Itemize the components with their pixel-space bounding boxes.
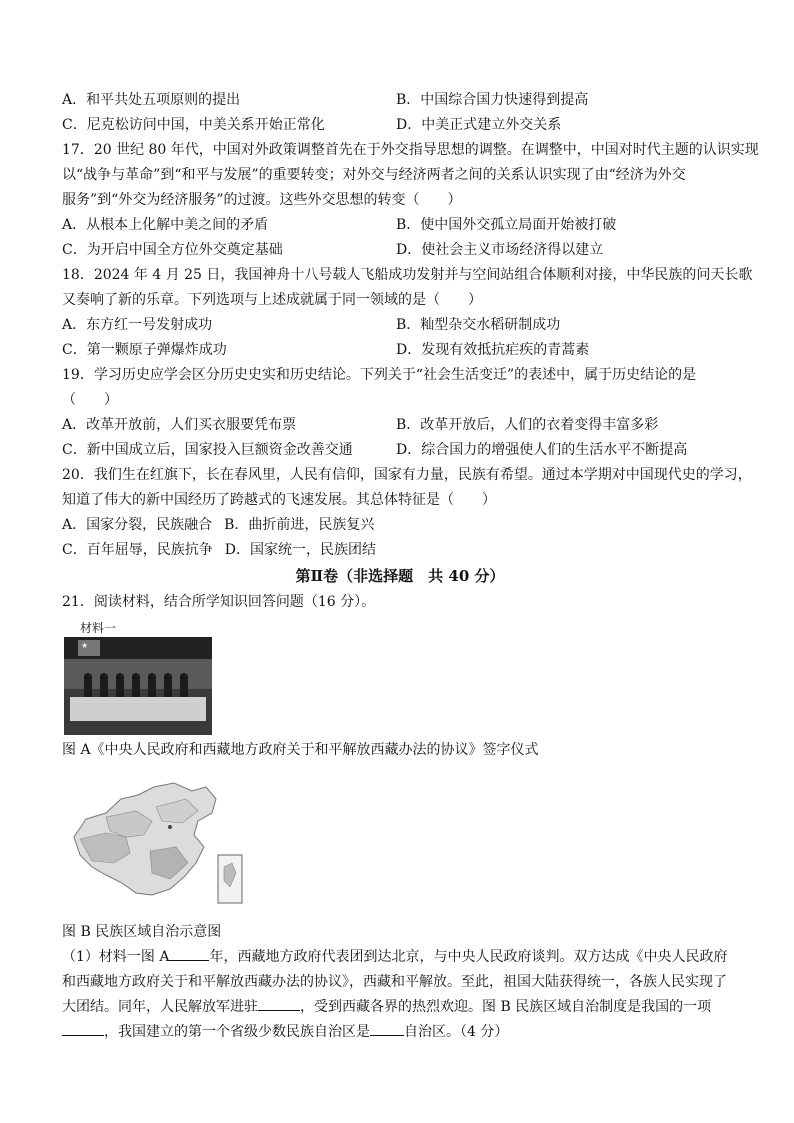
q21-stem: 21．阅读材料，结合所学知识回答问题（16 分）。 [62,594,376,610]
q21-sub1-line3 [62,995,738,1020]
q20-options-row2 [62,538,738,563]
section2-title: 第Ⅱ卷（非选择题 共 40 分） [295,567,505,585]
q16-option-c: C．尼克松访问中国，中美关系开始正常化 [62,117,325,133]
china-map-icon [66,777,246,917]
blank-place[interactable] [258,1010,300,1011]
q17-stem-line3: 服务”到“外交为经济服务”的过渡。这些外交思想的转变（ ） [62,192,462,208]
ethnic-autonomy-map [66,777,246,917]
material1-label: 材料一 [80,621,117,635]
q19-options-row1 [62,413,738,438]
q18-stem-line2: 又奏响了新的乐章。下列选项与上述成就属于同一领域的是（ ） [62,292,482,308]
q18-option-c: C．第一颗原子弹爆炸成功 [62,342,227,358]
q20-option-d: D．国家统一，民族团结 [224,542,376,558]
q19-stem-line1: 19．学习历史应学会区分历史史实和历史结论。下列关于“社会生活变迁”的表述中，属于历史结论的是 [62,367,697,383]
person-figure [100,673,108,699]
q19-option-a: A．改革开放前，人们买衣服要凭布票 [62,417,297,433]
star-icon: ★ [81,641,89,650]
q21-sub1-text: 年，西藏地方政府代表团到达北京，与中央人民政府谈判。双方达成《中央人民政府 [209,949,728,965]
q21-sub1-text: 大团结。同年，人民解放军进驻 [62,999,258,1015]
q20-option-c: C．百年屈辱，民族抗争 [62,542,213,558]
q21-sub1-text: （1）材料一图 A [62,949,170,965]
q18-stem-line1: 18．2024 年 4 月 25 日，我国神舟十八号载人飞船成功发射并与空间站组合体顺利对接，中华民族的问天长歌 [62,267,753,283]
q18-options-row1 [62,313,738,338]
q16-option-a: A．和平共处五项原则的提出 [62,92,241,108]
caption-figure-a: 图 A《中央人民政府和西藏地方政府关于和平解放西藏办法的协议》签字仪式 [62,742,539,758]
exam-page [62,88,759,1045]
q17-stem-line2: 以“战争与革命”到“和平与发展”的重要转变；对外交与经济两者之间的关系认识实现了由“经济为外交 [62,167,686,183]
blank-system[interactable] [62,1035,104,1036]
q20-option-b: B．曲折前进，民族复兴 [224,517,375,533]
q20-options-row1 [62,513,738,538]
q18-option-b: B．籼型杂交水稻研制成功 [396,317,561,333]
q21-sub1-line2: 和西藏地方政府关于和平解放西藏办法的协议》，西藏和平解放。至此，祖国大陆获得统一，各族人民实现了 [62,974,727,990]
q19-stem-line2: （ ） [62,392,118,408]
person-figure [132,673,140,699]
q21-sub1-line4 [62,1020,738,1045]
q16-option-b: B．中国综合国力快速得到提高 [396,92,589,108]
person-figure [148,673,156,699]
q20-option-a: A．国家分裂，民族融合 [62,517,213,533]
caption-figure-b: 图 B 民族区域自治示意图 [62,924,222,940]
signing-ceremony-photo [64,637,212,735]
q16-option-d: D．中美正式建立外交关系 [396,117,562,133]
q19-option-d: D．综合国力的增强使人们的生活水平不断提高 [396,442,688,458]
q20-stem-line1: 20．我们生在红旗下，长在春风里，人民有信仰，国家有力量，民族有希望。通过本学期对中国现代史的学习， [62,467,752,483]
q17-options-row1 [62,213,738,238]
q18-options-row2 [62,338,738,363]
q19-options-row2 [62,438,738,463]
q18-option-d: D．发现有效抵抗疟疾的青蒿素 [396,342,590,358]
person-figure [116,673,124,699]
q18-option-a: A．东方红一号发射成功 [62,317,213,333]
q19-option-b: B．改革开放后，人们的衣着变得丰富多彩 [396,417,659,433]
q20-stem-line2: 知道了伟大的新中国经历了跨越式的飞速发展。其总体特征是（ ） [62,492,496,508]
q17-option-c: C．为开启中国全方位外交奠定基础 [62,242,283,258]
q19-option-c: C．新中国成立后，国家投入巨额资金改善交通 [62,442,353,458]
signing-table [70,697,206,721]
q21-sub1-line1 [62,945,738,970]
q17-stem-line1: 17．20 世纪 80 年代，中国对外政策调整首先在于外交指导思想的调整。在调整中，中国对时代主题的认识实现 [62,142,759,158]
q17-option-d: D．使社会主义市场经济得以建立 [396,242,604,258]
q17-option-a: A．从根本上化解中美之间的矛盾 [62,217,269,233]
person-figure [180,673,188,699]
blank-year[interactable] [169,960,209,961]
person-figure [84,673,92,699]
q16-options-row1 [62,88,738,113]
q21-sub1-text: ，受到西藏各界的热烈欢迎。图 B 民族区域自治制度是我国的一项 [300,999,712,1015]
person-figure [164,673,172,699]
q21-sub1-text: ，我国建立的第一个省级少数民族自治区是 [104,1024,370,1040]
q16-options-row2 [62,113,738,138]
q21-sub1-text: 自治区。（4 分） [404,1024,509,1040]
q17-options-row2 [62,238,738,263]
blank-region[interactable] [370,1035,404,1036]
q17-option-b: B．使中国外交孤立局面开始被打破 [396,217,617,233]
